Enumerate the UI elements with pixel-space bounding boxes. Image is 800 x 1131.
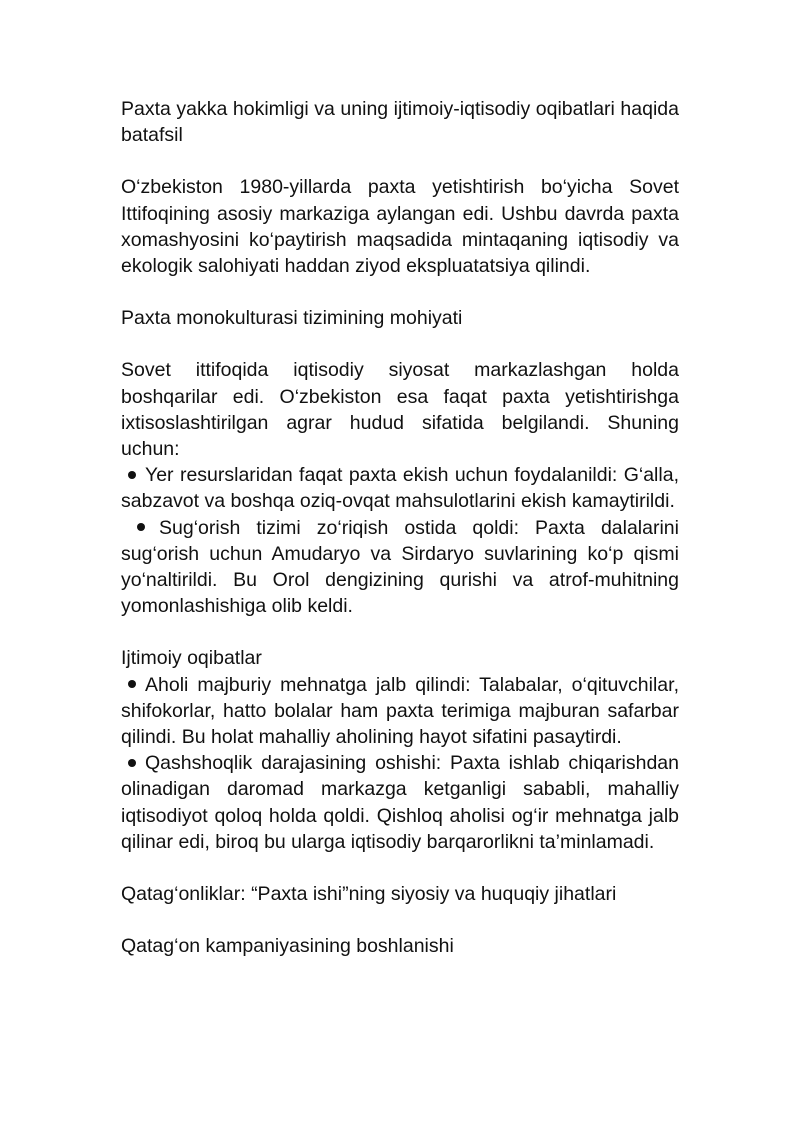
list-item-text: Sug‘orish tizimi zo‘riqish ostida qoldi: Paxta dalalarini sug‘orish uchun Amudaryo va Sirdaryo suvlarining ko‘p qismi yo‘naltirildi. Bu Orol dengizining qurishi va atrof-muhitning yomonlashishiga olib keldi. — [121, 516, 679, 618]
list-item — [121, 750, 679, 855]
list-item — [121, 462, 679, 514]
list-item-text: Qashshoqlik darajasining oshishi: Paxta ishlab chiqarishdan olinadigan daromad markazga ketganligi sababli, mahalliy iqtisodiyot qoloq holda qoldi. Qishloq aholisi og‘ir mehnatga jalb qilinar edi, biroq bu ularga iqtisodiy barqarorlikni ta’minlamadi. — [121, 752, 679, 853]
spacer — [121, 331, 679, 357]
section-heading-campaign: Qatag‘on kampaniyasining boshlanishi — [121, 935, 454, 958]
section-heading-social: Ijtimoiy oqibatlar — [121, 647, 262, 670]
list-item-text: Aholi majburiy mehnatga jalb qilindi: Talabalar, o‘qituvchilar, shifokorlar, hatto bolalar ham paxta terimiga majburan safarbar qilindi. Bu holat mahalliy aholining hayot sifatini pasaytirdi. — [121, 673, 679, 749]
section-paragraph-monoculture: Sovet ittifoqida iqtisodiy siyosat markazlashgan holda boshqarilar edi. O‘zbekiston esa faqat paxta yetishtirishga ixtisoslashtirilgan agrar hudud sifatida belgilandi. Shuning uchun: — [121, 359, 679, 461]
spacer — [121, 148, 679, 174]
bullet-icon — [137, 523, 145, 531]
list-item — [121, 672, 679, 751]
document-title: Paxta yakka hokimligi va uning ijtimoiy-iqtisodiy oqibatlari haqida batafsil — [121, 98, 679, 147]
bullet-icon — [128, 759, 136, 767]
spacer — [121, 279, 679, 305]
section-heading-monoculture: Paxta monokulturasi tizimining mohiyati — [121, 307, 463, 330]
document-body — [121, 96, 679, 959]
list-item — [121, 515, 679, 620]
bullet-icon — [128, 471, 136, 479]
spacer — [121, 855, 679, 881]
bullet-icon — [128, 680, 136, 688]
section-heading-repressions: Qatag‘onliklar: “Paxta ishi”ning siyosiy va huquqiy jihatlari — [121, 883, 617, 906]
intro-paragraph: O‘zbekiston 1980-yillarda paxta yetishtirish bo‘yicha Sovet Ittifoqining asosiy markaziga aylangan edi. Ushbu davrda paxta xomashyosini ko‘paytirish maqsadida mintaqaning iqtisodiy va ekologik salohiyati haddan ziyod ekspluatatsiya qilindi. — [121, 176, 679, 278]
spacer — [121, 619, 679, 645]
list-item-text: Yer resurslaridan faqat paxta ekish uchun foydalanildi: G‘alla, sabzavot va boshqa oziq-ovqat mahsulotlarini ekish kamaytirildi. — [121, 464, 679, 513]
spacer — [121, 907, 679, 933]
